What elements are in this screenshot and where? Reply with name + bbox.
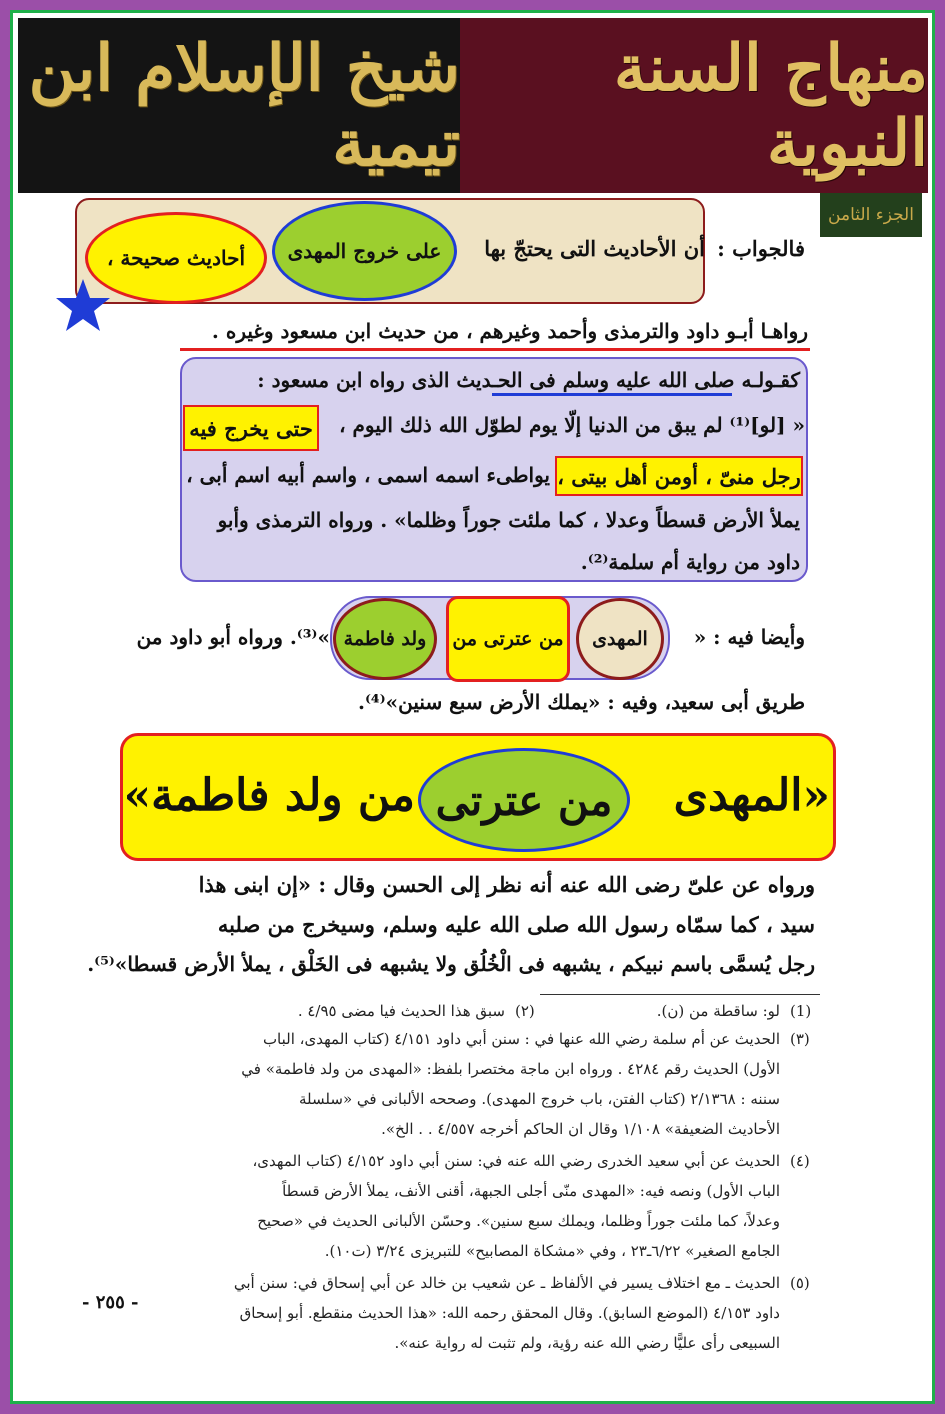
footnote-divider [540, 994, 820, 995]
headline-mahdi: «المهدى [673, 770, 830, 821]
footnote-2: سبق هذا الحديث فيا مضى ٤/٩٥ . [297, 1002, 505, 1020]
also-line-2: طريق أبى سعيد، وفيه : «يملك الأرض سبع سنين»⁽⁴⁾. [358, 690, 805, 714]
highlight-man-from-household: رجل منىّ ، أومن أهل بيتى ، [555, 456, 803, 496]
footnote-3-line-1: الحديث عن أم سلمة رضي الله عنها في : سنن أبي داود ٤/١٥١ (كتاب المهدى، الباب [262, 1030, 780, 1048]
footnote-1-number: (1) [790, 1002, 812, 1020]
page-number: - ٢٥٥ - [82, 1292, 139, 1313]
pill-mahdi: المهدى [576, 598, 664, 680]
oval-authentic-hadiths: أحاديث صحيحة ، [85, 212, 267, 304]
footnote-4-line-2: الباب الأول) ونصه فيه: «المهدى منّى أجلى الجبهة، أقنى الأنف، يملأ الأرض قسطاً [282, 1182, 780, 1200]
book-banner [18, 18, 928, 193]
quote-line-1: كقـولـه صلى الله عليه وسلم فى الحـديث الذى رواه ابن مسعود : [257, 368, 800, 392]
headline-oval-progeny: من عترتى [418, 748, 630, 852]
headline-fatima: من ولد فاطمة» [123, 770, 415, 821]
highlight-until-emerges: حتى يخرج فيه [183, 405, 319, 451]
footnote-5-line-2: داود ٤/١٥٣ (الموضع السابق). وقال المحقق رحمه الله: «هذا الحديث منقطع. أبو إسحاق [239, 1304, 780, 1322]
footnote-4-number: (٤) [790, 1152, 810, 1170]
body-line-3: رجل يُسمَّى باسم نبيكم ، يشبهه فى الْخُلُق ولا يشبهه فى الخَلْق ، يملأ الأرض قسطا»⁽⁵⁾. [87, 952, 815, 976]
pill-from-my-progeny: من عترتى من [446, 596, 570, 682]
also-prefix: وأيضا فيه : « [693, 625, 805, 649]
narration-line: رواهـا أبـو داود والترمذى وأحمد وغيرهم ، من حديث ابن مسعود وغيره . [211, 319, 808, 343]
footnote-3-line-2: الأول) الحديث رقم ٤٢٨٤ . ورواه ابن ماجة مختصرا بلفظ: «المهدى من ولد فاطمة» في [241, 1060, 780, 1078]
volume-label: الجزء الثامن [820, 193, 922, 237]
quote-line-4: يملأ الأرض قسطاً وعدلا ، كما ملئت جوراً وظلما» . ورواه الترمذى وأبو [217, 508, 800, 532]
footnote-3-line-3: سننه : ٢/١٣٦٨ (كتاب الفتن، باب خروج المهدى). وصححه الألبانى في «سلسلة [299, 1090, 780, 1108]
oval-mahdi-emergence: على خروج المهدى [272, 201, 457, 301]
answer-text: أن الأحاديث التى يحتجّ بها [484, 236, 705, 261]
quote-line-3: يواطىء اسمه اسمى ، واسم أبيه اسم أبى ، [186, 463, 550, 487]
footnote-5-line-1: الحديث ـ مع اختلاف يسير في الألفاظ ـ عن شعيب بن خالد عن أبي إسحاق في: سنن أبي [233, 1274, 780, 1292]
footnote-3-line-4: الأحاديث الضعيفة» ١/١٠٨ وقال ان الحاكم أخرجه ٤/٥٥٧ . . الخ». [381, 1120, 780, 1138]
footnote-4-line-4: الجامع الصغير» ٦/٢٢ـ٢٣ ، وفي «مشكاة المصابيح» للتبريزى ٣/٢٤ (ت١٠). [324, 1242, 780, 1260]
pill-fatima-descendant: ولد فاطمة [333, 598, 437, 680]
footnote-2-number: (٢) [515, 1002, 535, 1020]
footnote-3-number: (٣) [790, 1030, 810, 1048]
quote-line-2: « [لو]⁽¹⁾ لم يبق من الدنيا إلّا يوم لطوّل الله ذلك اليوم ، [339, 413, 805, 437]
footnote-1: لو: ساقطة من (ن). [656, 1002, 780, 1020]
footnote-4-line-1: الحديث عن أبي سعيد الخدرى رضي الله عنه في: سنن أبي داود ٤/١٥٢ (كتاب المهدى، [252, 1152, 780, 1170]
red-underline [180, 348, 810, 351]
quote-line-5: داود من رواية أم سلمة⁽²⁾. [580, 550, 800, 574]
footnote-5-number: (٥) [790, 1274, 810, 1292]
blue-underline [492, 393, 732, 396]
star-icon [55, 278, 111, 332]
answer-label: فالجواب : [717, 236, 805, 261]
book-title-calligraphy: منهاج السنة النبوية [460, 18, 928, 193]
body-line-1: ورواه عن علىّ رضى الله عنه أنه نظر إلى الحسن وقال : «إن ابنى هذا [198, 872, 815, 897]
also-suffix: »⁽³⁾. ورواه أبو داود من [136, 625, 330, 649]
author-calligraphy: شيخ الإسلام ابن تيمية [18, 18, 460, 193]
footnote-5-line-3: السبيعى رأى عليًّا رضي الله عنه رؤية، ولم تثبت له رواية عنه». [394, 1334, 780, 1352]
body-line-2: سيد ، كما سمّاه رسول الله صلى الله عليه وسلم، وسيخرج من صلبه [217, 912, 815, 937]
footnote-4-line-3: وعدلاً، كما ملئت جوراً وظلما، ويملك سبع سنين». وحسّن الألبانى الحديث في «صحيح [257, 1212, 780, 1230]
